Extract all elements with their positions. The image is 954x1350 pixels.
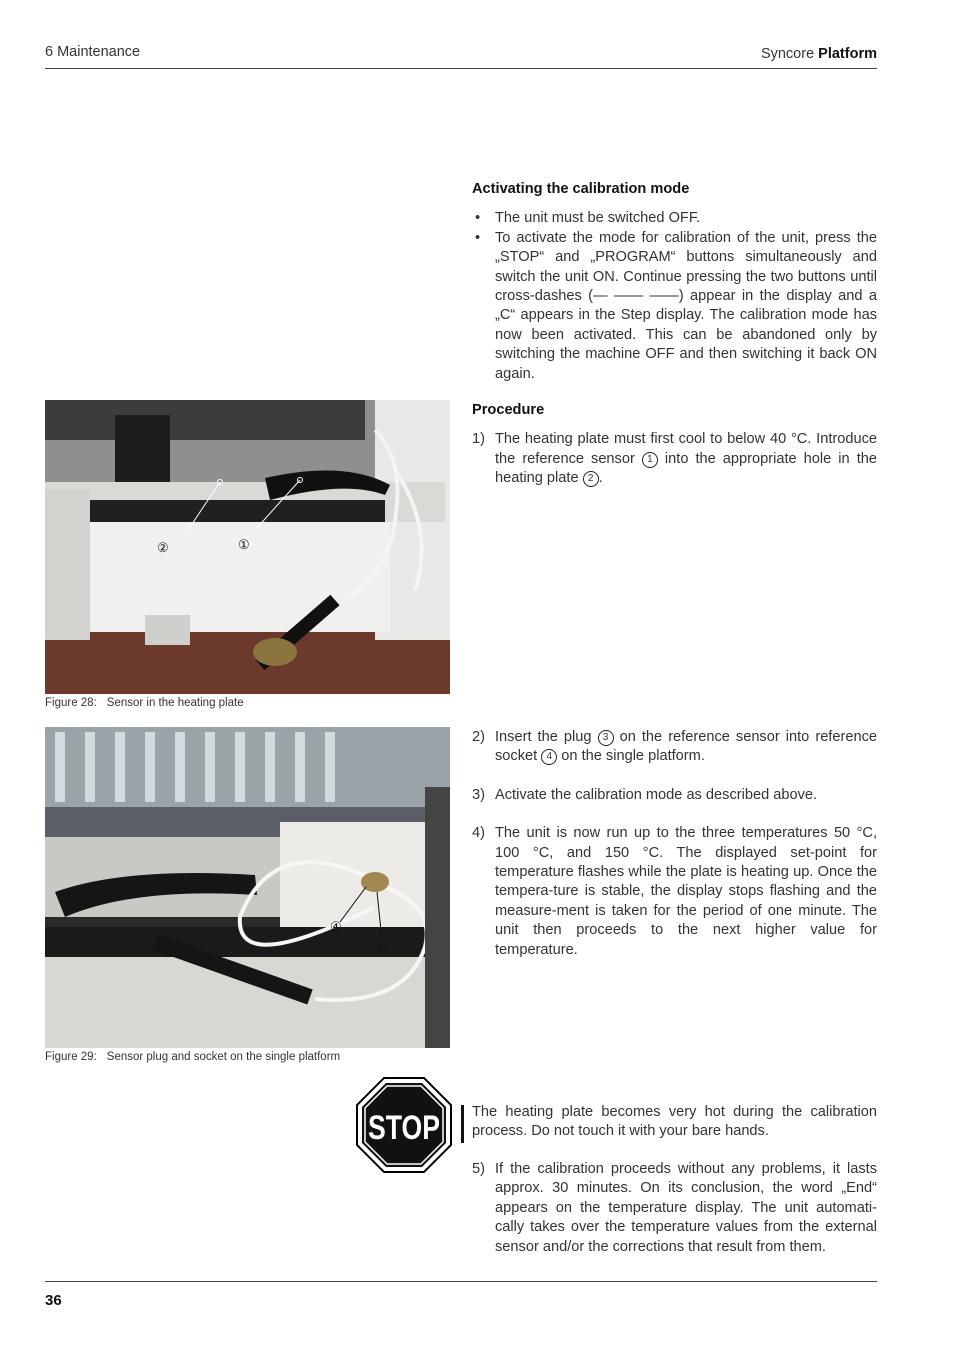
warning-bar	[461, 1105, 464, 1143]
figure-29-caption	[45, 1051, 340, 1063]
step-text: Activate the calibration mode as described above.	[495, 786, 818, 803]
list-item: • To activate the mode for calibration of the unit, press the „STOP“ and „PROGRAM“ buttons simultaneously and switch the unit ON. Continue pressing the two buttons until cross-dashes (— —— ——) appear in the display and a „C“ appears in the Step display. The calibration mode has now been activated. This can be abandoned only by switching the machine OFF and then switching it back ON again.	[472, 229, 877, 384]
step-5-block	[472, 1160, 877, 1257]
step-text: on the reference sensor into reference socket	[495, 729, 877, 765]
figure-caption-text: Sensor in the heating plate	[106, 697, 244, 709]
callout-marker: 3	[598, 730, 614, 746]
header-rule	[45, 68, 877, 69]
callout-marker: 4	[541, 749, 557, 765]
stop-sign-icon	[356, 1077, 452, 1173]
figure-28-caption	[45, 697, 244, 709]
callout-1: ①	[238, 537, 250, 552]
callout-2: ②	[157, 540, 169, 555]
callout-3: ③	[374, 940, 386, 955]
figure-label: Figure 29:	[45, 1051, 97, 1063]
callout-4: ④	[330, 919, 342, 934]
stop-sign-text: STOP	[368, 1109, 440, 1147]
step-text: Insert the plug	[495, 729, 598, 745]
warning-text: The heating plate becomes very hot during the calibration process. Do not touch it with your bare hands.	[472, 1104, 877, 1140]
step-text: The heating plate must first cool to below 40 °C. Introduce the reference sensor	[495, 431, 877, 467]
step-2	[472, 728, 877, 767]
step-4	[472, 824, 877, 960]
procedure-heading: Procedure	[472, 402, 545, 418]
step-5	[472, 1160, 877, 1257]
callout-marker: 1	[642, 452, 658, 468]
step-number: 2)	[472, 729, 485, 745]
step-number: 4)	[472, 825, 485, 842]
callout-marker: 2	[583, 471, 599, 487]
brand-bold: Platform	[818, 46, 877, 62]
figure-caption-text: Sensor plug and socket on the single platform	[106, 1051, 341, 1063]
brand-title	[761, 46, 877, 62]
figure-29-photo	[45, 727, 450, 1048]
step-text: The unit is now run up to the three temperatures 50 °C, 100 °C, and 150 °C. The displayed set-point for temperature flashes while the plate is heating up. Once the tempera-ture is stable, the display stops flashing and the measure-ment is taken for the period of one minute. The unit then proceeds to the next higher value for temperature.	[495, 825, 877, 958]
step-text: If the calibration proceeds without any problems, it lasts approx. 30 minutes. On its conclusion, the word „End“ appears on the temperature display. The unit automati-cally takes over the temperature values from the external sensor and/or the corrections that result from them.	[495, 1161, 877, 1255]
step-text: on the single platform.	[557, 748, 705, 765]
calibration-heading: Activating the calibration mode	[472, 181, 690, 197]
step-number: 3)	[472, 786, 485, 803]
procedure-steps-2-4	[472, 728, 877, 960]
calibration-list	[472, 209, 877, 384]
list-item: • The unit must be switched OFF.	[472, 209, 877, 228]
procedure-section	[472, 401, 877, 489]
section-title: 6 Maintenance	[45, 44, 141, 60]
step-1	[472, 430, 877, 488]
step-number: 1)	[472, 431, 485, 448]
step-text: into the appropriate hole in the heating plate	[495, 450, 877, 487]
footer-rule	[45, 1281, 877, 1282]
step-text: .	[598, 470, 603, 487]
page-number: 36	[45, 1292, 62, 1309]
figure-label: Figure 28:	[45, 697, 97, 709]
step-number: 5)	[472, 1161, 485, 1177]
step-3	[472, 786, 877, 805]
brand-light: Syncore	[760, 46, 819, 62]
calibration-section	[472, 180, 877, 384]
